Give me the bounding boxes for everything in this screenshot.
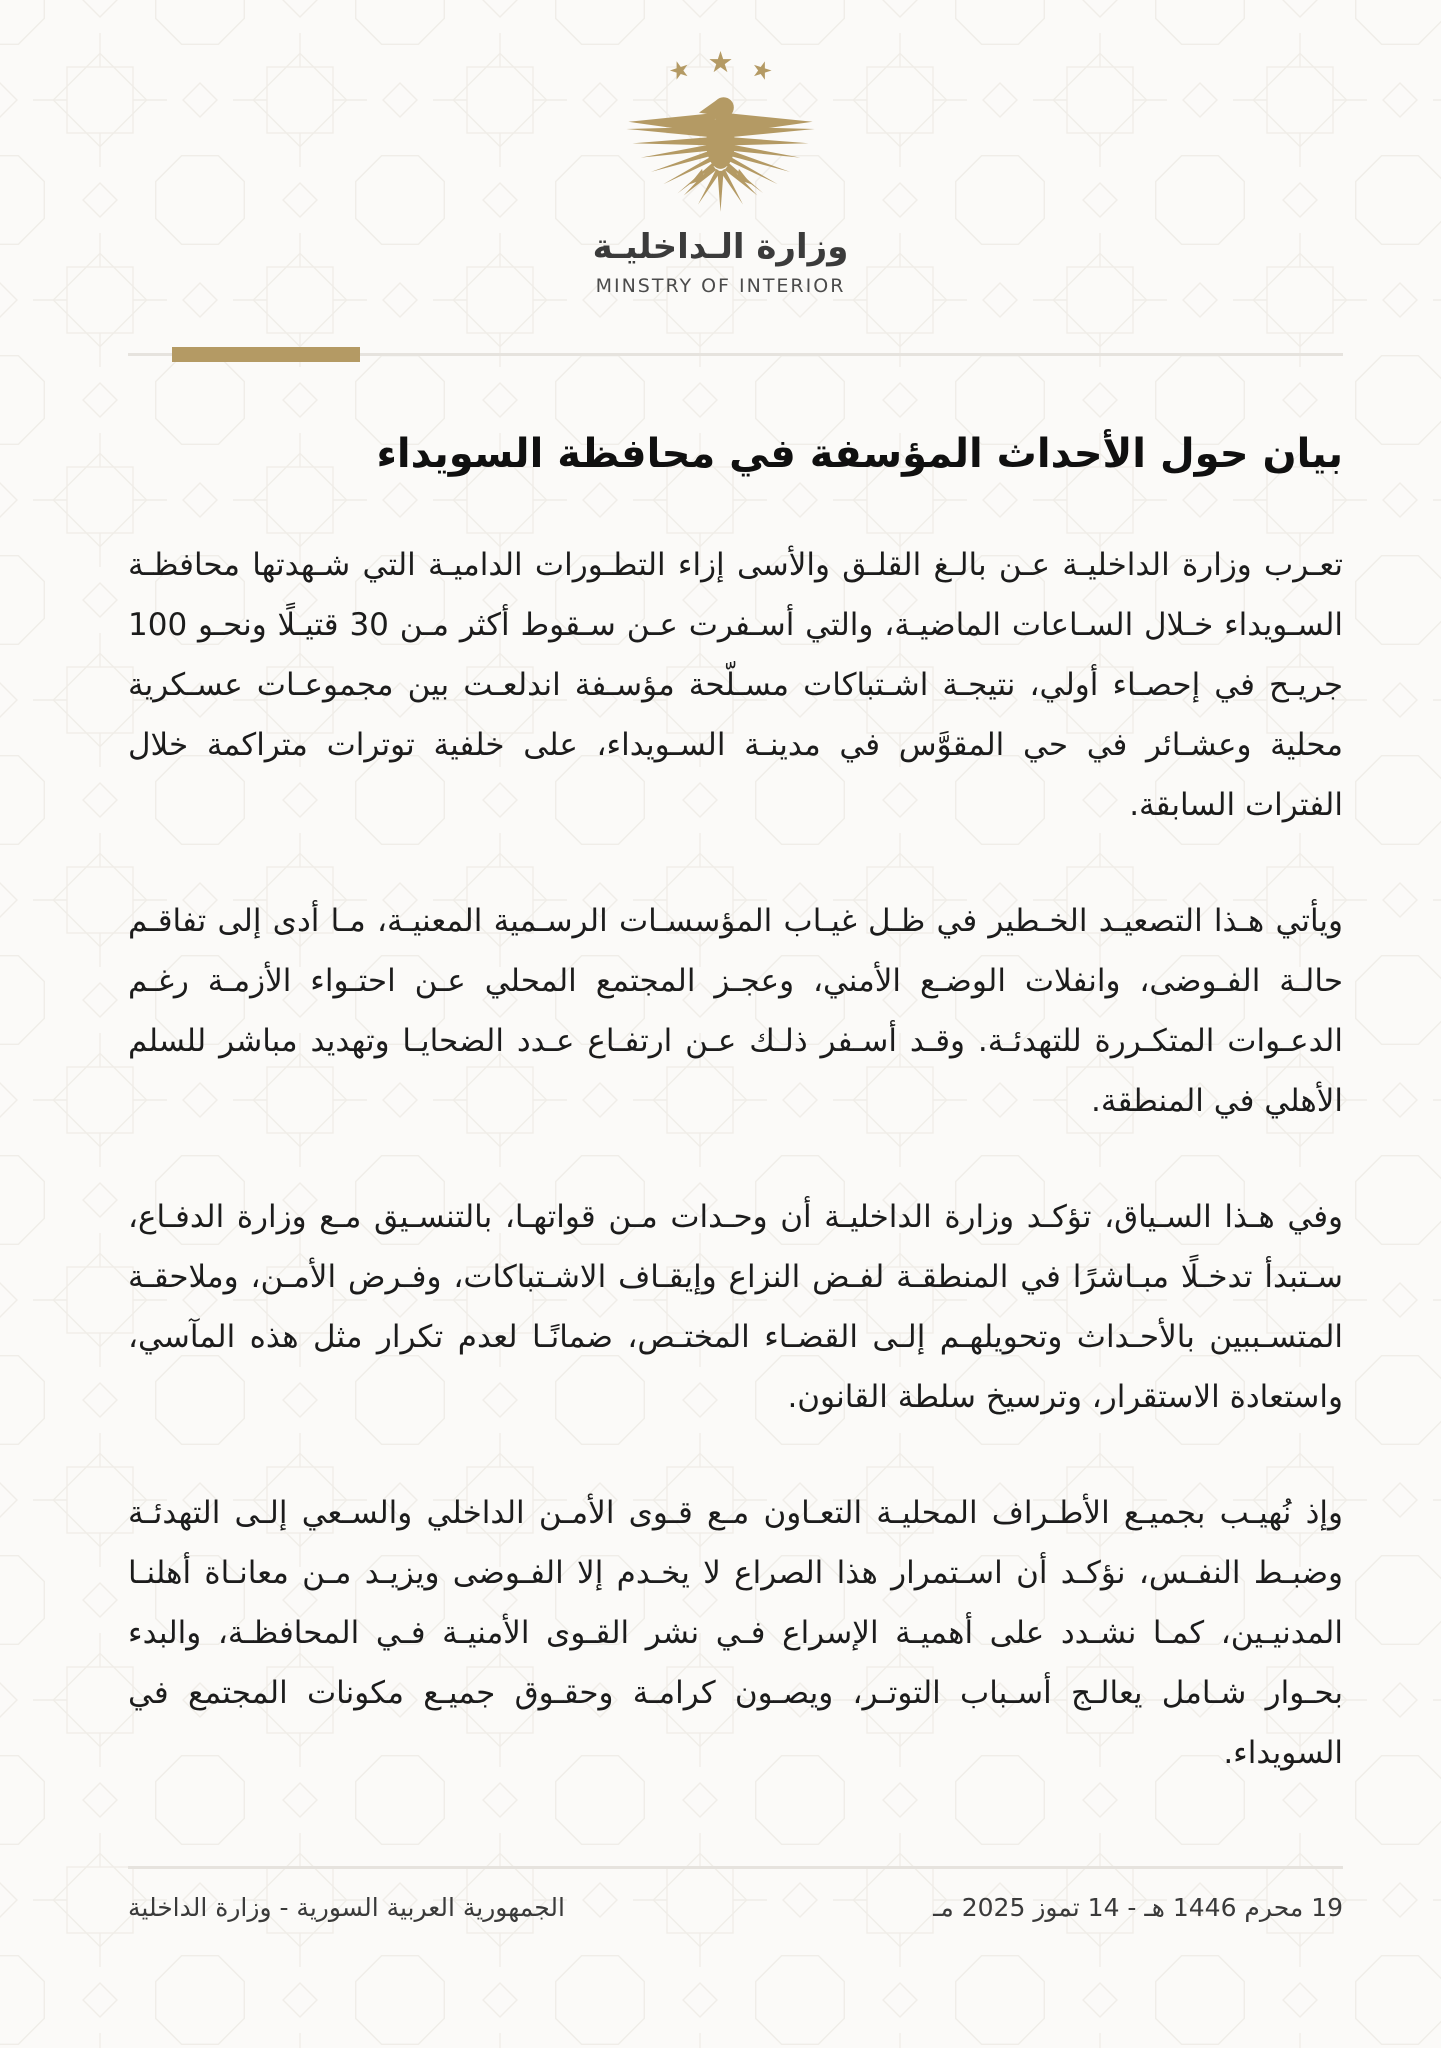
footer-date-text: 19 محرم 1446 هـ - 14 تموز 2025 مـ [933, 1893, 1343, 1922]
statement-paragraph: ويأتي هـذا التصعيـد الخـطير في ظـل غيـاب المؤسسـات الرسـمية المعنيـة، مـا أدى إلى تفاقـم حالـة الفـوضى، وانفلات الوضـع الأمني، وعجـز المجتمع المحلي عـن احتـواء الأزمـة رغـم الدعـوات المتكـررة للتهدئـة. وقـد أسـفر ذلـك عـن ارتفـاع عـدد الضحايـا وتهديد مباشر للسلم الأهلي في المنطقة. [128, 903, 1343, 1119]
three-stars [98, 46, 1343, 86]
statement-paragraph: وإذ نُهيـب بجميـع الأطـراف المحليـة التعـاون مـع قـوى الأمـن الداخلي والسـعي إلـى التهدئـة وضبـط النفـس، نؤكـد أن اسـتمرار هذا الصراع لا يخـدم إلا الفـوضى ويزيـد مـن معانـاة أهلنـا المدنيـين، كمـا نشـدد على أهميـة الإسراع فـي نشر القـوى الأمنيـة فـي المحافظـة، والبدء بحـوار شـامل يعالـج أسـباب التوتـر، ويصـون كرامـة وحقـوق جميـع مكونات المجتمع في السويداء. [128, 1495, 1343, 1771]
gold-accent-bar [172, 347, 360, 362]
ministry-name-arabic: وزارة الـداخليـة [592, 227, 849, 267]
star-icon: ★ [707, 45, 734, 79]
statement-paragraph: تعـرب وزارة الداخليـة عـن بالـغ القلـق والأسى إزاء التطـورات الداميـة التي شـهدتها محافظـة السـويداء خـلال السـاعات الماضيـة، والتي أسـفرت عـن سـقوط أكثر مـن 30 قتيـلًا ونحـو 100 جريـح في إحصـاء أولي، نتيجـة اشـتباكات مسـلّحة مؤسـفة اندلعـت بين مجموعـات عسـكرية محلية وعشـائر في حي المقوَّس في مدينـة السـويداء، على خلفية توترات متراكمة خلال الفترات السابقة. [128, 547, 1344, 823]
statement-title: بيان حول الأحداث المؤسفة في محافظة السويداء [376, 431, 1343, 477]
footer-divider [128, 1866, 1343, 1869]
statement-body [128, 535, 1343, 1783]
eagle-emblem-icon [98, 88, 1343, 223]
header-divider [128, 347, 1343, 363]
page-footer [128, 1866, 1343, 1922]
star-icon: ★ [746, 53, 777, 87]
ministry-name-english: MINSTRY OF INTERIOR [595, 275, 846, 297]
statement-paragraph: وفي هـذا السـياق، تؤكـد وزارة الداخليـة أن وحـدات مـن قواتهـا، بالتنسـيق مـع وزارة الدفـاع، سـتبدأ تدخـلًا مبـاشرًا في المنطقـة لفـض النزاع وإيقـاف الاشـتباكات، وفـرض الأمـن، وملاحقـة المتسـببين بالأحـداث وتحويلهـم إلـى القضـاء المختـص، ضمانًـا لعدم تكرار مثل هذه المآسي، واستعادة الاستقرار، وترسيخ سلطة القانون. [128, 1199, 1343, 1415]
ministry-logo [98, 46, 1343, 297]
footer-org-text: الجمهورية العربية السورية - وزارة الداخلية [128, 1893, 565, 1922]
star-icon: ★ [664, 53, 695, 87]
